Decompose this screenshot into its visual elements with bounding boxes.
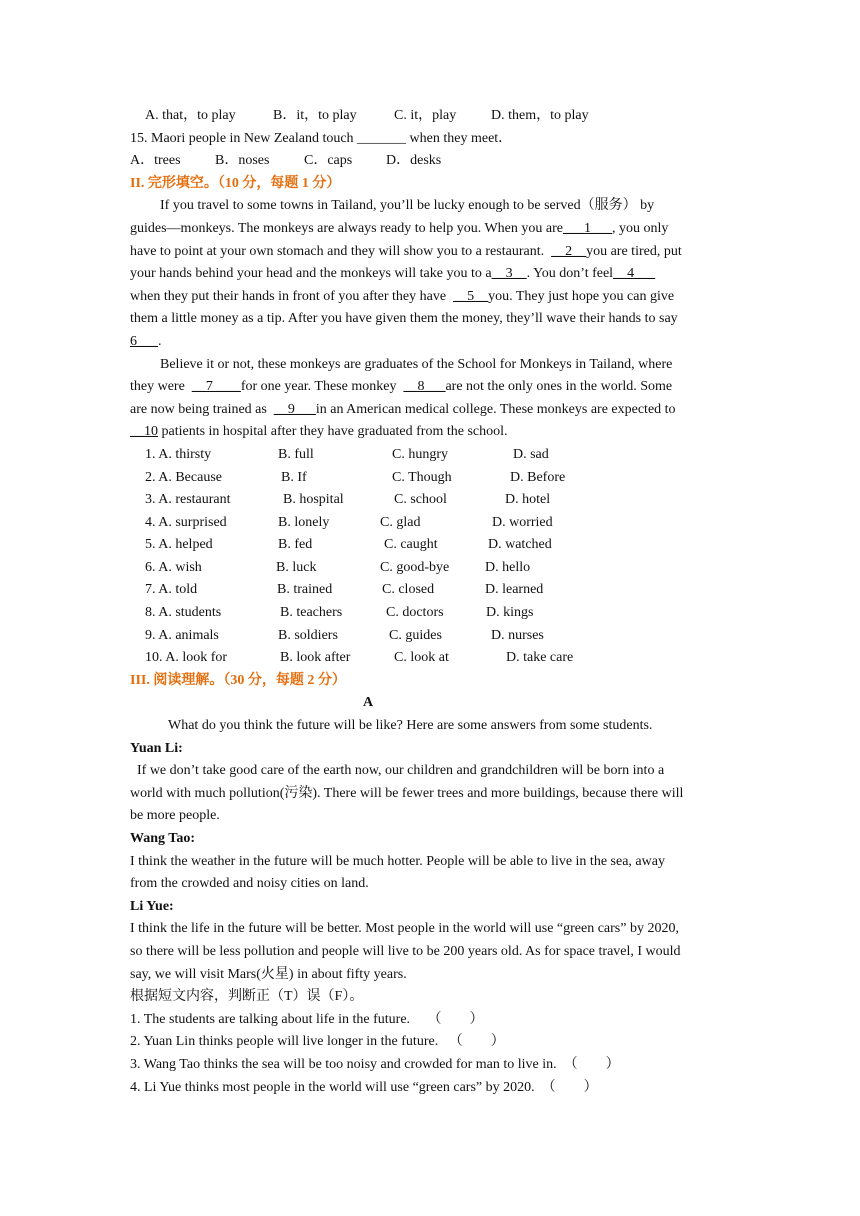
- cloze-text: guides—monkeys. The monkeys are always ready to help you. When you are: [130, 220, 563, 236]
- cloze-passage-p2: [130, 354, 732, 444]
- q14-option-b: B．it，to play: [273, 108, 357, 123]
- cloze-line: [130, 286, 732, 309]
- cloze-text: patients in hospital after they have graduated from the school.: [161, 424, 508, 440]
- cloze-option-b: B. soldiers: [278, 627, 338, 643]
- q15-option-a: A．trees: [130, 153, 181, 169]
- cloze-option-c: C. look at: [394, 650, 449, 666]
- blank-8: __8___: [403, 379, 446, 395]
- speaker-text: say, we will visit Mars(火星) in about fifty years.: [130, 966, 407, 982]
- passage-intro: What do you think the future will be like? Here are some answers from some students.: [168, 718, 653, 734]
- cloze-option-row: [130, 512, 732, 535]
- q14-option-a: A. that，to play: [145, 108, 236, 123]
- cloze-option-a: 6. A. wish: [145, 559, 202, 575]
- tf-question: 2. Yuan Lin thinks people will live longer in the future. （ ）: [130, 1034, 505, 1050]
- cloze-line: Believe it or not, these monkeys are graduates of the School for Monkeys in Tailand, where: [160, 356, 673, 372]
- cloze-text: for one year. These monkey: [240, 379, 397, 395]
- blank-6: 6___: [130, 333, 158, 349]
- cloze-option-a: 4. A. surprised: [145, 514, 227, 530]
- q14-option-d: D. them，to play: [491, 108, 589, 123]
- cloze-option-a: 10. A. look for: [145, 650, 228, 666]
- cloze-text: you. They just hope you can give: [488, 288, 675, 304]
- cloze-option-a: 5. A. helped: [145, 537, 213, 553]
- q15-options: [130, 150, 732, 173]
- cloze-text: are not the only ones in the world. Some: [445, 379, 673, 395]
- blank-9: __9___: [273, 401, 316, 417]
- blank-10: __10: [130, 424, 158, 440]
- cloze-line: [130, 421, 732, 444]
- cloze-text: you are tired, put: [586, 243, 682, 259]
- cloze-option-b: B. lonely: [278, 514, 330, 530]
- cloze-option-row: [130, 579, 732, 602]
- cloze-text: when they put their hands in front of you after they have: [130, 288, 447, 304]
- q15-option-b: B．noses: [215, 153, 270, 169]
- cloze-option-c: C. caught: [384, 537, 438, 553]
- cloze-option-row: [130, 602, 732, 625]
- cloze-text: they were: [130, 379, 185, 395]
- cloze-option-c: C. Though: [392, 469, 452, 485]
- cloze-option-b: B. teachers: [280, 605, 343, 621]
- q15-stem: 15. Maori people in New Zealand touch _______ when they meet．: [130, 130, 513, 146]
- cloze-option-a: 8. A. students: [145, 605, 222, 621]
- cloze-passage-p1: [130, 195, 732, 353]
- cloze-option-row: [130, 647, 732, 670]
- worksheet: [130, 105, 732, 1099]
- cloze-line: [130, 376, 732, 399]
- cloze-option-c: C. good-bye: [380, 559, 450, 575]
- cloze-option-row: [130, 467, 732, 490]
- cloze-option-c: C. guides: [389, 627, 442, 643]
- blank-1: ___1___: [562, 220, 612, 236]
- cloze-option-row: [130, 557, 732, 580]
- cloze-option-row: [130, 534, 732, 557]
- cloze-option-b: B. trained: [277, 582, 333, 598]
- passage-label: A: [363, 695, 374, 711]
- blank-3: __3__: [491, 266, 527, 282]
- cloze-option-c: C. doctors: [386, 605, 444, 621]
- cloze-text: , you only: [611, 220, 669, 236]
- cloze-option-b: B. hospital: [283, 492, 344, 508]
- cloze-option-c: C. hungry: [392, 446, 448, 462]
- section-2-title: II. 完形填空。（10 分，每题 1 分）: [130, 175, 341, 191]
- speaker-name: Wang Tao:: [130, 831, 195, 846]
- blank-5: __5__: [453, 288, 489, 304]
- cloze-option-b: B. fed: [278, 537, 313, 553]
- cloze-line: [130, 241, 732, 264]
- blank-4: __4___: [613, 266, 656, 282]
- cloze-line: them a little money as a tip. After you have given them the money, they’ll wave their hands to say: [130, 311, 678, 327]
- tf-question: 1. The students are talking about life in the future. （ ）: [130, 1011, 484, 1027]
- cloze-text: . You don’t feel: [526, 266, 614, 282]
- cloze-option-d: D. kings: [486, 605, 534, 621]
- cloze-options: [130, 444, 732, 670]
- cloze-option-d: D. hello: [485, 559, 531, 575]
- cloze-text: your hands behind your head and the monkeys will take you to a: [130, 266, 492, 282]
- tf-question: 3. Wang Tao thinks the sea will be too noisy and crowded for man to live in. （ ）: [130, 1056, 620, 1072]
- speaker-text: If we don’t take good care of the earth now, our children and grandchildren will be born into a: [137, 763, 665, 779]
- speaker-text: from the crowded and noisy cities on land.: [130, 876, 369, 892]
- cloze-option-d: D. watched: [488, 537, 552, 553]
- q14-options: [130, 105, 732, 128]
- speaker-text: I think the weather in the future will be much hotter. People will be able to live in the sea, away: [130, 853, 665, 869]
- speaker-text: so there will be less pollution and people will live to be 200 years old. As for space travel, I would: [130, 943, 681, 959]
- cloze-line: [130, 331, 732, 354]
- cloze-option-row: [130, 625, 732, 648]
- cloze-text: .: [158, 333, 162, 349]
- cloze-option-b: B. look after: [280, 650, 351, 666]
- cloze-text: have to point at your own stomach and they will show you to a restaurant.: [130, 243, 545, 259]
- cloze-line: [130, 263, 732, 286]
- cloze-line: [130, 218, 732, 241]
- cloze-option-d: D. hotel: [505, 492, 551, 508]
- cloze-option-d: D. take care: [506, 650, 574, 666]
- speaker-text: be more people.: [130, 808, 220, 824]
- cloze-line: If you travel to some towns in Tailand, you’ll be lucky enough to be served（服务） by: [160, 198, 655, 214]
- cloze-option-c: C. school: [394, 492, 447, 508]
- q15-option-c: C．caps: [304, 153, 353, 169]
- speaker-text: world with much pollution(污染). There will be fewer trees and more buildings, because there will: [130, 785, 684, 801]
- cloze-option-d: D. sad: [513, 446, 549, 462]
- tf-question: 4. Li Yue thinks most people in the world will use “green cars” by 2020. （ ）: [130, 1079, 598, 1095]
- speaker-name: Yuan Li:: [130, 740, 183, 756]
- cloze-line: [130, 399, 732, 422]
- tf-instruction: 根据短文内容，判断正（T）误（F）。: [130, 989, 364, 1005]
- cloze-option-a: 2. A. Because: [145, 469, 222, 485]
- q14-option-c: C. it，play: [394, 108, 457, 123]
- cloze-option-d: D. nurses: [491, 627, 544, 643]
- cloze-text: in an American medical college. These monkeys are expected to: [315, 401, 676, 417]
- cloze-option-a: 1. A. thirsty: [145, 446, 212, 462]
- cloze-option-c: C. closed: [382, 582, 435, 598]
- cloze-option-c: C. glad: [380, 514, 421, 530]
- cloze-option-d: D. learned: [485, 582, 544, 598]
- cloze-option-row: [130, 444, 732, 467]
- blank-7: __7____: [191, 379, 241, 395]
- cloze-option-b: B. luck: [276, 559, 317, 575]
- cloze-option-b: B. If: [281, 469, 307, 485]
- q15-option-d: D．desks: [386, 153, 442, 169]
- cloze-option-d: D. Before: [510, 469, 566, 485]
- cloze-option-a: 9. A. animals: [145, 627, 219, 643]
- cloze-option-row: [130, 489, 732, 512]
- section-3-title: III. 阅读理解。（30 分，每题 2 分）: [130, 672, 346, 688]
- speaker-text: I think the life in the future will be better. Most people in the world will use “green cars” by 2020,: [130, 921, 679, 937]
- cloze-text: are now being trained as: [130, 401, 267, 417]
- blank-2: __2__: [551, 243, 587, 259]
- cloze-option-b: B. full: [278, 446, 314, 462]
- speaker-name: Li Yue:: [130, 898, 174, 914]
- cloze-option-a: 3. A. restaurant: [145, 492, 231, 508]
- cloze-option-d: D. worried: [492, 514, 553, 530]
- cloze-option-a: 7. A. told: [145, 582, 198, 598]
